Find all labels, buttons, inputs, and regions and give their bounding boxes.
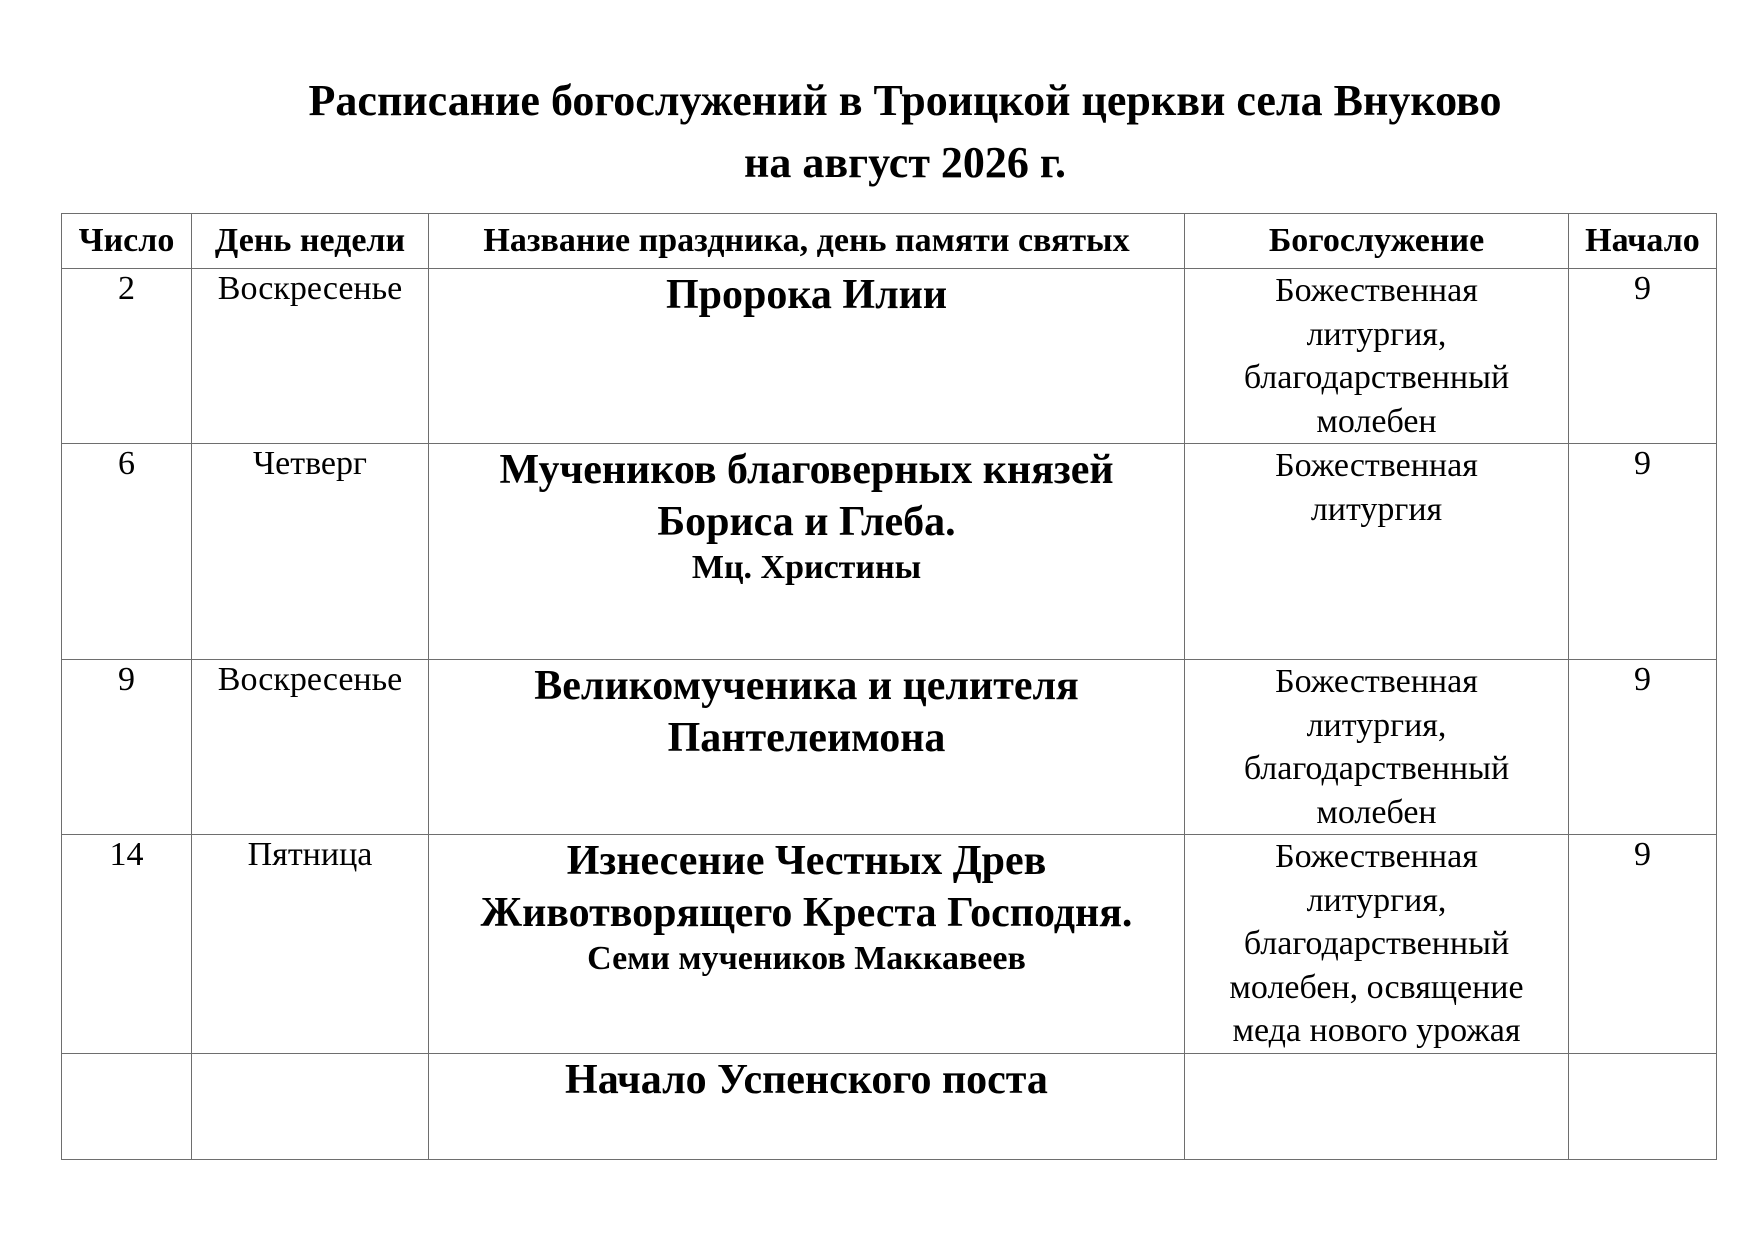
service-line: благодарственный [1243,359,1510,396]
service-line: благодарственный [1243,925,1510,962]
service-line: литургия, [1306,706,1447,744]
feast-cell [429,660,1185,835]
service-cell [1185,1053,1569,1159]
feast-title-line: Животворящего Креста Господня. [480,890,1133,936]
day-cell: 6 [62,444,192,660]
feast-title-line: Пророка Илии [665,272,948,318]
table-row [62,444,1717,660]
service-line: Божественная [1275,663,1478,700]
feast-title-line: Мучеников благоверных князей [499,447,1114,493]
start-time-cell: 9 [1569,660,1717,835]
feast-title-line: Пантелеимона [667,715,946,761]
feast-cell [429,835,1185,1054]
start-time-cell: 9 [1569,269,1717,444]
service-line: Божественная [1275,447,1478,484]
day-cell [62,1053,192,1159]
service-cell [1185,835,1569,1054]
service-line: литургия, [1306,315,1447,353]
service-line: молебен [1316,402,1437,440]
day-cell: 14 [62,835,192,1054]
service-line: Божественная [1275,272,1478,309]
feast-cell [429,444,1185,660]
service-line: литургия [1310,490,1443,528]
table-row [62,835,1717,1054]
day-cell: 9 [62,660,192,835]
service-cell [1185,269,1569,444]
service-line: Божественная [1275,838,1478,875]
feast-subtitle: Мц. Христины [691,549,922,586]
weekday-cell: Воскресенье [192,660,429,835]
service-cell [1185,444,1569,660]
feast-title-line: Изнесение Честных Древ [566,838,1047,884]
start-time-cell: 9 [1569,444,1717,660]
weekday-cell: Четверг [192,444,429,660]
document-title [60,70,1750,194]
schedule-table [61,213,1717,1160]
weekday-cell [192,1053,429,1159]
weekday-cell: Пятница [192,835,429,1054]
service-line: благодарственный [1243,750,1510,787]
feast-cell [429,269,1185,444]
service-line: молебен, освящение [1229,968,1524,1006]
feast-title-line: Великомученика и целителя [534,663,1079,709]
weekday-cell: Воскресенье [192,269,429,444]
service-line: молебен [1316,793,1437,831]
service-line: литургия, [1306,881,1447,919]
service-cell [1185,660,1569,835]
start-time-cell [1569,1053,1717,1159]
title-line-2: на август 2026 г. [744,138,1066,187]
header-day: Число [62,214,192,269]
feast-subtitle: Семи мучеников Маккавеев [587,940,1026,977]
header-feast: Название праздника, день памяти святых [429,214,1185,269]
table-row [62,269,1717,444]
feast-title-line: Начало Успенского поста [565,1056,1048,1103]
table-header-row [62,214,1717,269]
table-row [62,1053,1717,1159]
table-row [62,660,1717,835]
schedule-body [62,269,1717,1160]
header-start: Начало [1569,214,1717,269]
feast-cell [429,1053,1185,1159]
feast-title-line: Бориса и Глеба. [657,499,956,545]
day-cell: 2 [62,269,192,444]
start-time-cell: 9 [1569,835,1717,1054]
header-weekday: День недели [192,214,429,269]
header-service: Богослужение [1185,214,1569,269]
service-line: меда нового урожая [1232,1012,1521,1049]
title-line-1: Расписание богослужений в Троицкой церкви села Внуково [308,76,1502,125]
